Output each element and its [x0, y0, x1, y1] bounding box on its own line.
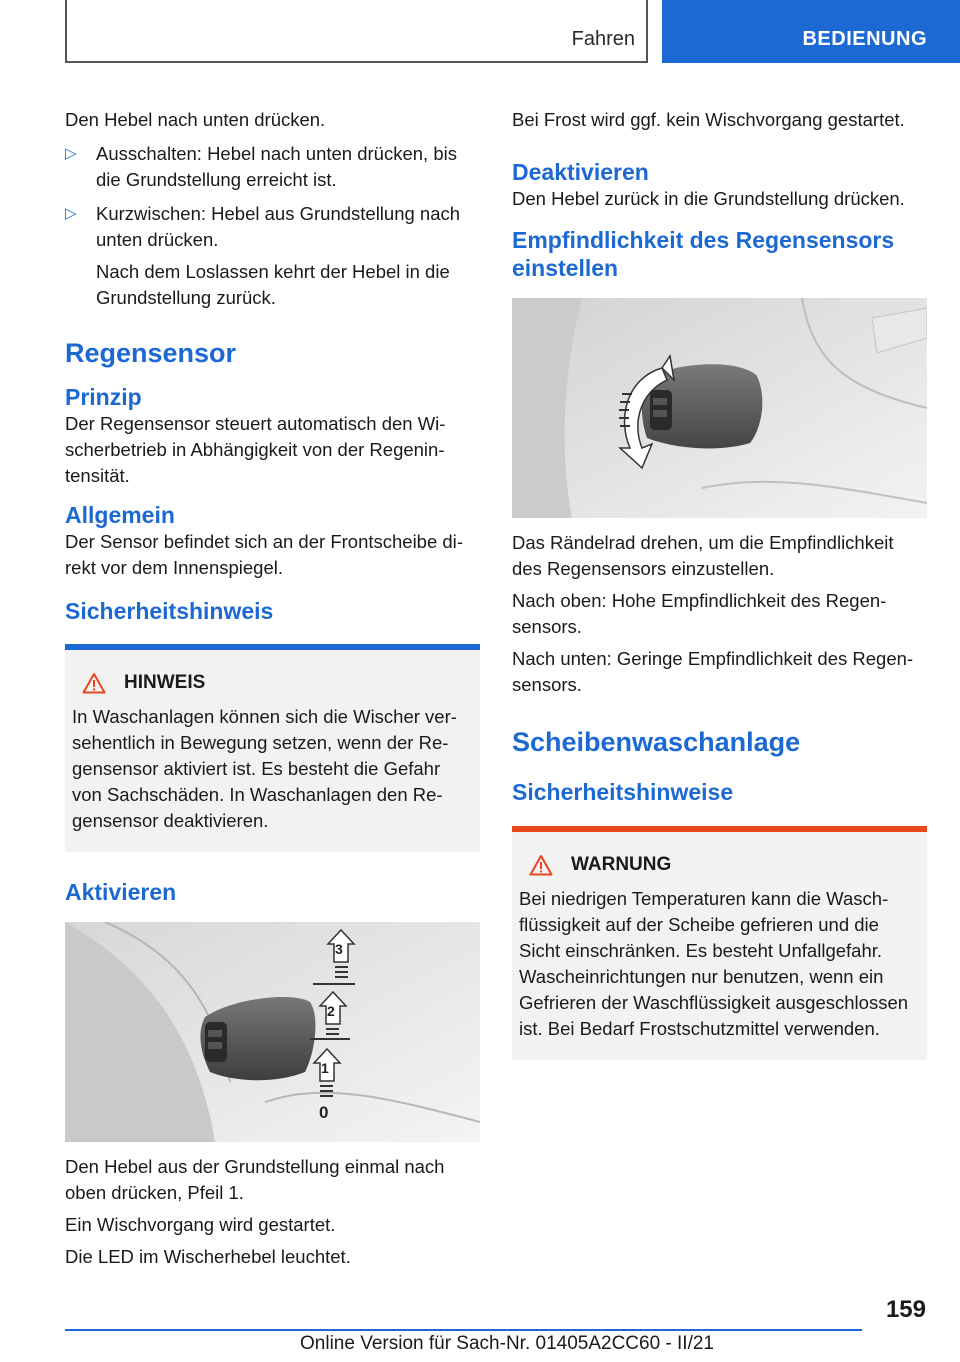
figure-label-0: 0: [319, 1103, 329, 1122]
heading-prinzip: Prinzip: [65, 384, 142, 410]
heading-sicherheitshinweise: Sicherheitshinweise: [512, 779, 734, 805]
intro-text: Den Hebel nach unten drücken.: [65, 109, 326, 130]
bullet-list: [65, 141, 480, 311]
warning-title: WARNUNG: [529, 852, 920, 878]
wiper-lever-illustration: [65, 922, 480, 1142]
figure-label-2: 2: [327, 1003, 335, 1019]
empfindlichkeit-text-3: Nach unten: Geringe Empfindlichkeit des Regensensors.: [512, 648, 914, 695]
heading-empfindlichkeit: Empfindlichkeit des Regensensors einstellen: [512, 227, 895, 281]
bullet-item: ▷ Ausschalten: Hebel nach unten drücken, bis die Grundstellung erreicht ist.: [65, 143, 457, 190]
bullet-subtext: Nach dem Loslassen kehrt der Hebel in die Grundstellung zurück.: [96, 261, 450, 308]
allgemein-text: Der Sensor befindet sich an der Frontscheibe direkt vor dem Innenspiegel.: [65, 531, 463, 578]
prinzip-text: Der Regensensor steuert automatisch den Wischerbetrieb in Abhängigkeit von der Regenintensität.: [65, 413, 446, 486]
figure-label-3: 3: [335, 941, 343, 957]
aktivieren-text-2: Ein Wischvorgang wird gestartet.: [65, 1214, 336, 1235]
warning-triangle-icon: [82, 672, 106, 694]
sensitivity-wheel-figure: [512, 298, 927, 518]
triangle-bullet-icon: ▷: [65, 205, 77, 222]
bullet-item: ▷ Kurzwischen: Hebel aus Grundstellung nach unten drücken. Nach dem Loslassen kehrt der Hebel in die Grundstellung zurück.: [65, 201, 480, 311]
footer-version: Online Version für Sach-Nr. 01405A2CC60 - II/21: [300, 1333, 715, 1354]
empfindlichkeit-text-1: Das Rändelrad drehen, um die Empfindlichkeit des Regensensors einzustellen.: [512, 532, 894, 579]
figure-label-1: 1: [321, 1060, 329, 1076]
heading-regensensor: Regensensor: [65, 338, 237, 368]
left-column: [65, 107, 480, 1270]
notice-text: In Waschanlagen können sich die Wischer versehentlich in Bewegung setzen, wenn der Regensensor aktiviert ist. Es besteht die Gefahr von Sachschäden. In Waschanlagen den Regensensor deaktivieren.: [72, 706, 457, 831]
empfindlichkeit-text-2: Nach oben: Hohe Empfindlichkeit des Regensensors.: [512, 590, 887, 637]
notice-box: [65, 644, 480, 852]
warning-triangle-icon: [529, 854, 553, 876]
wiper-lever-figure: [65, 922, 480, 1142]
heading-allgemein: Allgemein: [65, 502, 175, 528]
heading-deaktivieren: Deaktivieren: [512, 159, 649, 185]
header-section: Fahren: [571, 28, 635, 50]
page-number: 159: [885, 1296, 926, 1323]
right-column: [512, 107, 927, 1060]
notice-title: HINWEIS: [82, 670, 473, 696]
warning-box: [512, 826, 927, 1060]
header-tab: [662, 0, 960, 63]
warning-text: Bei niedrigen Temperaturen kann die Waschflüssigkeit auf der Scheibe gefrieren und die Sicht einschränken. Es besteht Unfallgefahr. Wascheinrichtungen nur benutzen, wenn ein Gefrieren der Waschflüssigkeit ausgeschlossen ist. Bei Bedarf Frostschutzmittel verwenden.: [519, 888, 909, 1039]
triangle-bullet-icon: ▷: [65, 145, 77, 162]
aktivieren-text-3: Die LED im Wischerhebel leuchtet.: [65, 1246, 351, 1267]
heading-aktivieren: Aktivieren: [65, 879, 177, 905]
heading-scheibenwaschanlage: Scheibenwaschanlage: [512, 727, 801, 757]
frost-text: Bei Frost wird ggf. kein Wischvorgang gestartet.: [512, 109, 905, 130]
deaktivieren-text: Den Hebel zurück in die Grundstellung drücken.: [512, 188, 905, 209]
sensitivity-wheel-illustration: [512, 298, 927, 518]
footer-divider: [65, 1329, 862, 1331]
header-tab-label: BEDIENUNG: [802, 28, 927, 50]
aktivieren-text-1: Den Hebel aus der Grundstellung einmal nach oben drücken, Pfeil 1.: [65, 1156, 445, 1203]
heading-sicherheitshinweis: Sicherheitshinweis: [65, 598, 274, 624]
